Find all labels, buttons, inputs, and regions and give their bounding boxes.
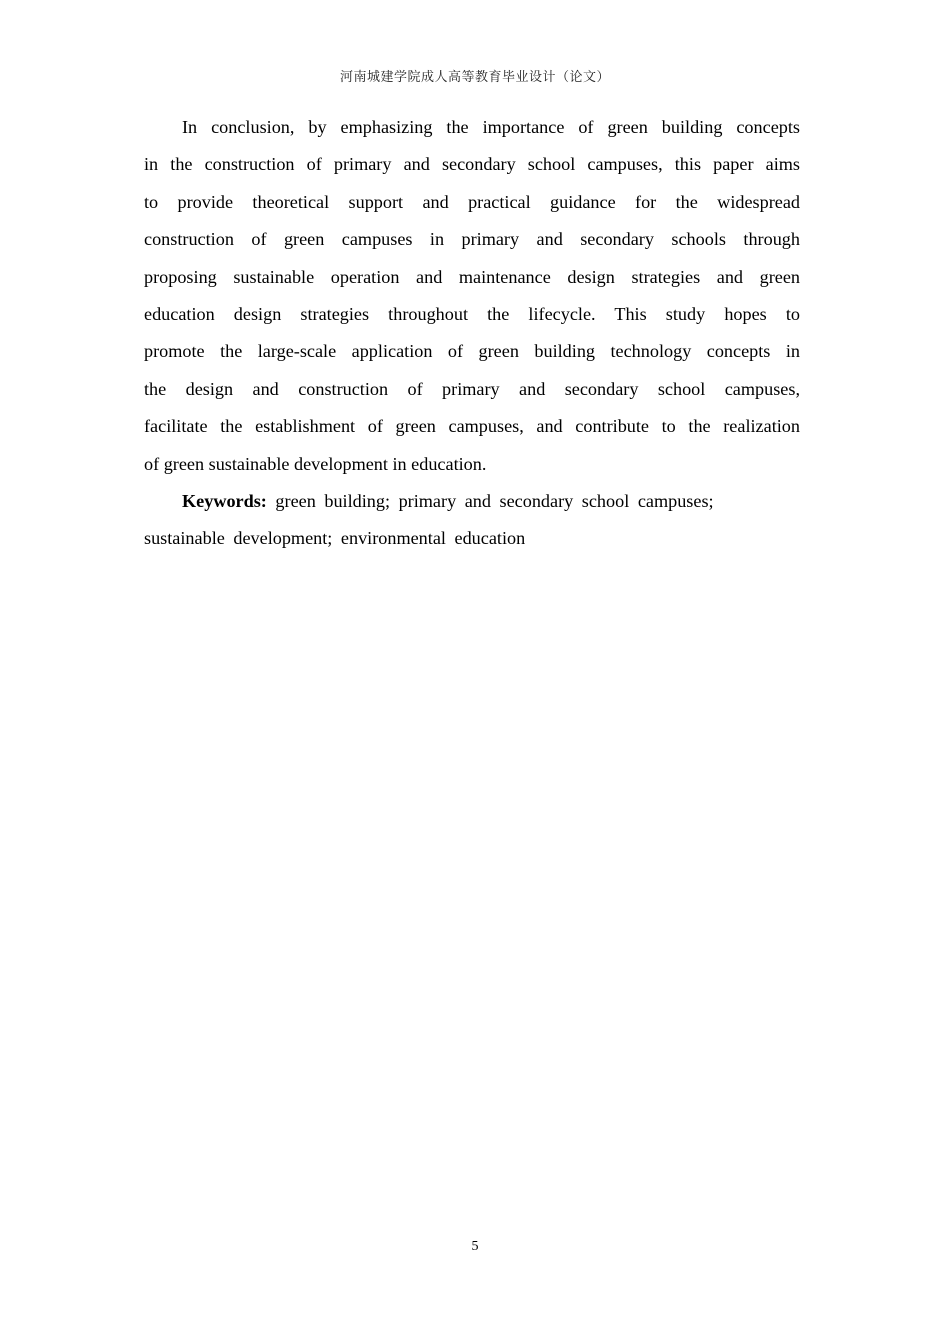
- keywords-label: Keywords:: [182, 490, 267, 511]
- abstract-line: facilitate the establishment of green campuses, and contribute to the realization: [144, 416, 800, 437]
- abstract-line: promote the large-scale application of green building technology concepts in: [144, 341, 800, 362]
- keywords-text: green building; primary and secondary school campuses;: [275, 490, 714, 511]
- abstract-line: In conclusion, by emphasizing the importance of green building concepts: [182, 117, 800, 137]
- abstract-body: [144, 109, 800, 558]
- abstract-line: proposing sustainable operation and maintenance design strategies and green: [144, 266, 800, 287]
- abstract-line: to provide theoretical support and practical guidance for the widespread: [144, 191, 800, 212]
- abstract-line: the design and construction of primary and secondary school campuses,: [144, 378, 800, 399]
- abstract-line: of green sustainable development in education.: [144, 453, 487, 474]
- keywords-line: [144, 483, 800, 520]
- running-header: 河南城建学院成人高等教育毕业设计（论文）: [339, 70, 610, 85]
- abstract-line: construction of green campuses in primary and secondary schools through: [144, 229, 800, 250]
- abstract-line: in the construction of primary and secondary school campuses, this paper aims: [144, 154, 800, 175]
- keywords-text: sustainable development; environmental education: [144, 528, 526, 549]
- page-number: 5: [471, 1239, 479, 1254]
- keywords-line: [144, 520, 800, 557]
- abstract-line: education design strategies throughout the lifecycle. This study hopes to: [144, 303, 800, 324]
